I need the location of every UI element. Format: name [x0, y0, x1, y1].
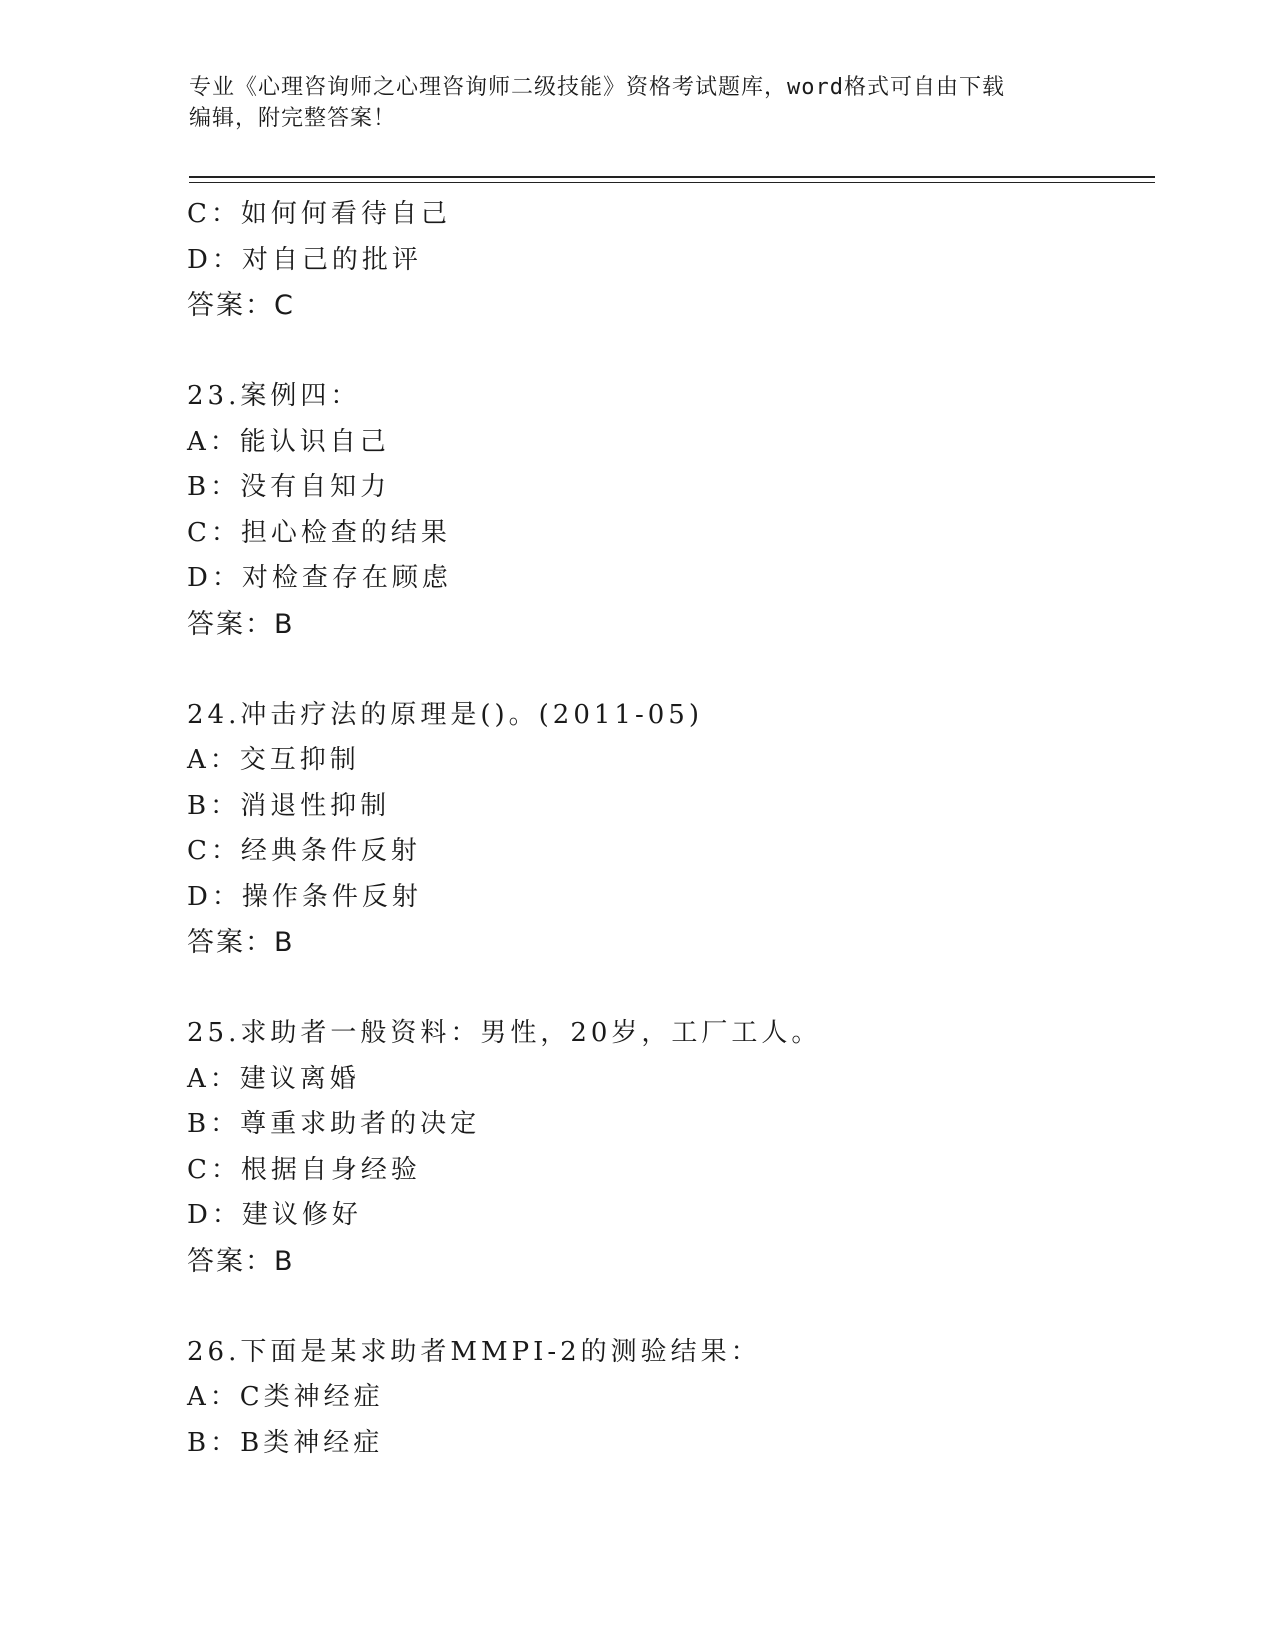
answer-line: 答案：B — [187, 608, 295, 640]
question-22-continued — [187, 192, 1147, 329]
option-c: C：经典条件反射 — [187, 836, 421, 866]
option-a: A：交互抑制 — [187, 745, 360, 775]
option-d: D：建议修好 — [187, 1200, 362, 1230]
option-c: C：根据自身经验 — [187, 1154, 421, 1185]
spacer — [187, 329, 1147, 375]
option-d: D：对自己的批评 — [187, 244, 422, 275]
header-divider-thick — [189, 176, 1155, 178]
header-line-2: 编辑，附完整答案！ — [189, 106, 397, 131]
answer-line: 答案：B — [187, 927, 295, 958]
option-b: B：没有自知力 — [187, 472, 391, 502]
question-25 — [187, 1011, 1147, 1284]
option-c: C：担心检查的结果 — [187, 517, 451, 548]
question-26 — [187, 1330, 1147, 1467]
option-b: B：B类神经症 — [187, 1427, 384, 1458]
question-24 — [187, 693, 1147, 966]
option-a: A：C类神经症 — [187, 1382, 384, 1412]
option-c: C：如何何看待自己 — [187, 199, 451, 229]
option-b: B：消退性抑制 — [187, 790, 391, 821]
option-d: D：对检查存在顾虑 — [187, 563, 452, 593]
question-list — [187, 192, 1147, 1466]
header-line-1: 专业《心理咨询师之心理咨询师二级技能》资格考试题库，word格式可自由下载 — [189, 75, 1005, 100]
answer-line: 答案：B — [187, 1245, 295, 1277]
option-b: B：尊重求助者的决定 — [187, 1109, 481, 1139]
document-header — [189, 72, 1089, 134]
header-divider-thin — [189, 182, 1155, 183]
question-23 — [187, 374, 1147, 647]
option-a: A：建议离婚 — [187, 1063, 360, 1094]
option-a: A：能认识自己 — [187, 426, 390, 457]
question-stem: 25.求助者一般资料：男性，20岁，工厂工人。 — [187, 1018, 822, 1048]
spacer — [187, 1284, 1147, 1330]
option-d: D：操作条件反射 — [187, 881, 422, 912]
answer-line: 答案：C — [187, 290, 295, 321]
question-stem: 24.冲击疗法的原理是()。(2011-05) — [187, 699, 703, 730]
spacer — [187, 966, 1147, 1012]
spacer — [187, 647, 1147, 693]
question-stem: 23.案例四： — [187, 381, 361, 411]
question-stem: 26.下面是某求助者MMPI-2的测验结果： — [187, 1336, 761, 1367]
